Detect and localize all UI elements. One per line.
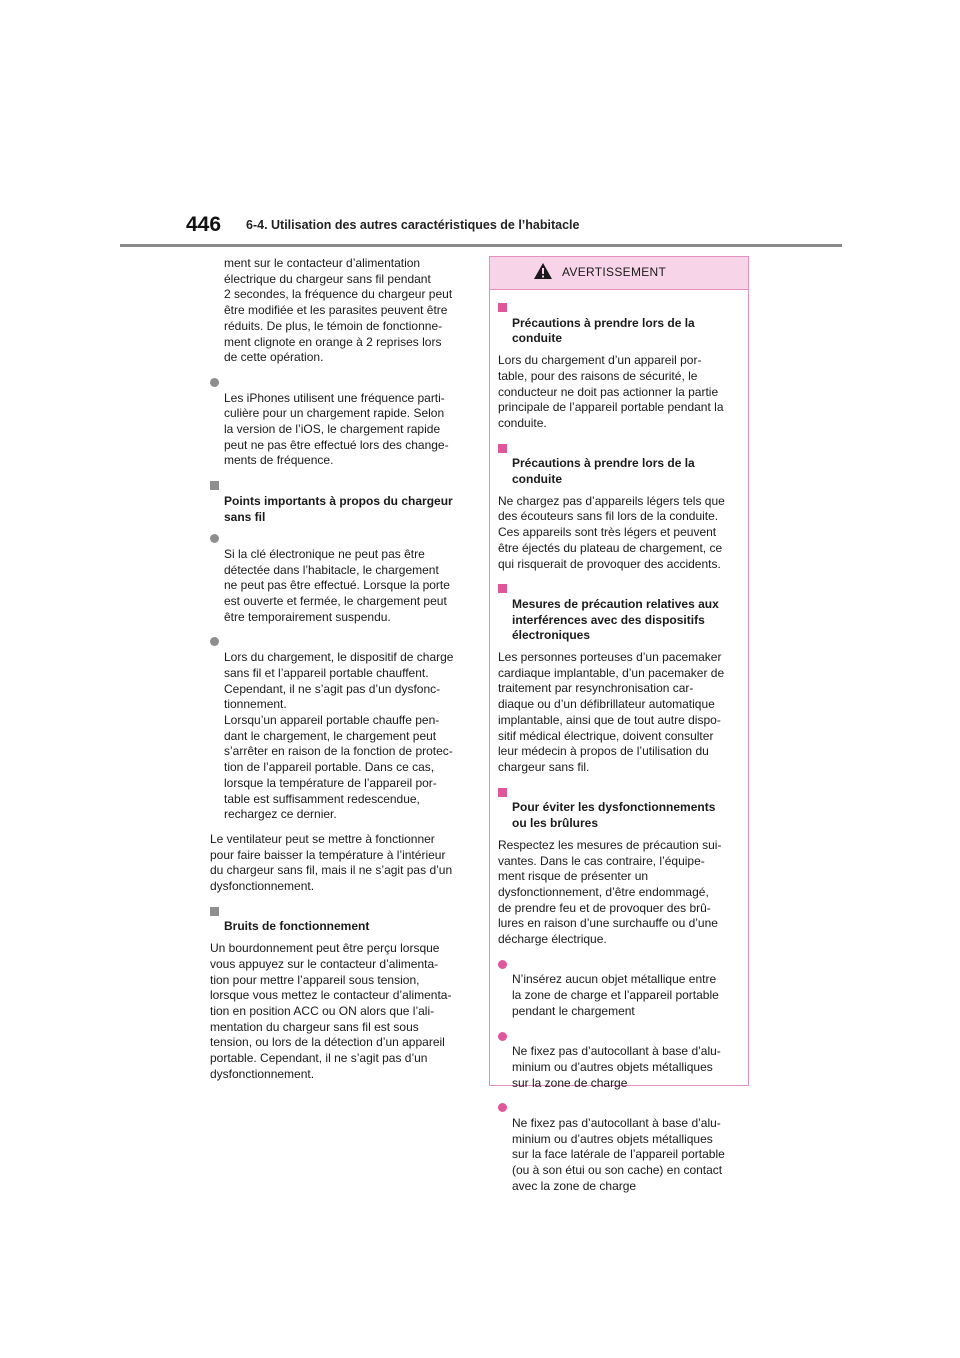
warning-header: [490, 257, 748, 290]
bullet-dot-icon: [210, 378, 219, 387]
continued-paragraph: ment sur le contacteur d’alimentation électrique du chargeur sans fil pendant 2 secondes, la fréquence du chargeur peut être modifiée et les parasites peuvent être réduits. De plus, le témoin de fonctionne- ment clignote en orange à 2 reprises lors de cette opération.: [224, 256, 453, 365]
left-column: [210, 256, 472, 1091]
paragraph: Le ventilateur peut se mettre à fonctionner pour faire baisser la température à l’intérieur du chargeur sans fil, mais il ne s’agit pas d’un dysfonctionnement.: [210, 831, 453, 894]
square-bullet-icon: [210, 907, 219, 916]
warning-paragraph: Respectez les mesures de précaution sui- vantes. Dans le cas contraire, l’équipe- ment risque de présenter un dysfonctionnement, d’être endommagé, de prendre feu et de provoquer des brû- lures en raison d’une surchauffe ou d’une décharge électrique.: [498, 837, 722, 947]
list-item: [210, 634, 472, 822]
warning-heading: [498, 581, 742, 644]
bullet-text: Ne fixez pas d’autocollant à base d’alu- minium ou d’autres objets métalliques sur la face latérale de l’appareil portable (ou à son étui ou son cache) en contact avec la zone de charge: [512, 1116, 725, 1193]
square-bullet-icon: [498, 584, 507, 593]
list-item: [498, 1100, 742, 1194]
list-item: [498, 957, 742, 1020]
heading-text: Précautions à prendre lors de la conduite: [512, 315, 695, 346]
list-item: [498, 1029, 742, 1092]
bullet-dot-icon: [498, 960, 507, 969]
bullet-dot-icon: [210, 637, 219, 646]
warning-heading: [498, 785, 742, 832]
list-item: [210, 375, 472, 469]
paragraph: Un bourdonnement peut être perçu lorsque vous appuyez sur le contacteur d’alimenta- tion pour mettre l’appareil sous tension, lorsque vous mettez le contacteur d’alimenta- tion en position ACC ou ON alors que l’ali- mentation du chargeur sans fil est sous tension, ou lors de la détection d’un appareil portable. Cependant, il ne s’agit pas d’un dysfonctionnement.: [210, 941, 452, 1081]
warning-paragraph: Ne chargez pas d’appareils légers tels que des écouteurs sans fil lors de la conduite. Ces appareils sont très légers et peuvent être éjectés du plateau de chargement, ce qui risquerait de provoquer des accidents.: [498, 493, 725, 571]
warning-paragraph: Lors du chargement d’un appareil por- table, pour des raisons de sécurité, le conducteur ne doit pas actionner la partie principale de l’appareil portable pendant la conduite.: [498, 353, 724, 430]
warning-heading: [498, 441, 742, 488]
heading-text: Précautions à prendre lors de la conduite: [512, 456, 695, 487]
list-item: [210, 531, 472, 625]
bullet-text: Lors du chargement, le dispositif de charge sans fil et l’appareil portable chauffent. Cependant, il ne s’agit pas d’un dysfonc- tionnement. Lorsqu’un appareil portable chauffe pen- dant le chargement, le chargement peut s’arrêter en raison de la fonction de protec- tion de l’appareil portable. Dans ce cas, lorsque la température de l’appareil por- table est suffisamment redescendue, rechargez ce dernier.: [224, 650, 454, 822]
square-bullet-icon: [210, 481, 219, 490]
bullet-dot-icon: [498, 1032, 507, 1041]
header-divider: [120, 244, 842, 247]
subsection-heading: [210, 478, 472, 525]
square-bullet-icon: [498, 788, 507, 797]
warning-heading: [498, 300, 742, 347]
bullet-text: Ne fixez pas d’autocollant à base d’alu- minium ou d’autres objets métalliques sur la zone de charge: [512, 1044, 721, 1090]
square-bullet-icon: [498, 444, 507, 453]
heading-text: Pour éviter les dysfonctionnements ou les brûlures: [512, 800, 716, 831]
square-bullet-icon: [498, 303, 507, 312]
page-number: 446: [186, 213, 222, 236]
heading-text: Bruits de fonctionnement: [224, 919, 370, 934]
subsection-heading: [210, 904, 472, 935]
warning-box: [489, 256, 749, 1193]
heading-text: Points importants à propos du chargeur sans fil: [224, 493, 453, 524]
bullet-dot-icon: [498, 1103, 507, 1112]
bullet-text: Si la clé électronique ne peut pas être détectée dans l’habitacle, le chargement ne peut pas être effectué. Lorsque la porte est ouverte et fermée, le chargement peut être temporairement suspendu.: [224, 546, 450, 624]
section-title: 6-4. Utilisation des autres caractéristiques de l’habitacle: [246, 218, 580, 232]
bullet-text: N’insérez aucun objet métallique entre la zone de charge et l’appareil portable pendant le chargement: [512, 972, 719, 1018]
bullet-dot-icon: [210, 534, 219, 543]
warning-triangle-icon: [533, 262, 553, 280]
warning-body: [490, 290, 748, 1195]
warning-title: AVERTISSEMENT: [562, 265, 667, 279]
heading-text: Mesures de précaution relatives aux interférences avec des dispositifs électroniques: [512, 596, 719, 643]
bullet-text: Les iPhones utilisent une fréquence parti- culière pour un chargement rapide. Selon la version de l’iOS, le chargement rapide peut ne pas être effectué lors des change- ments de fréquence.: [224, 390, 449, 468]
warning-paragraph: Les personnes porteuses d’un pacemaker cardiaque implantable, d’un pacemaker de traitement par resynchronisation car- diaque ou d’un défibrillateur automatique implantable, ainsi que de tout autre dispo- sitif médical électrique, doivent consulter leur médecin à propos de l’utilisation du chargeur sans fil.: [498, 650, 725, 774]
